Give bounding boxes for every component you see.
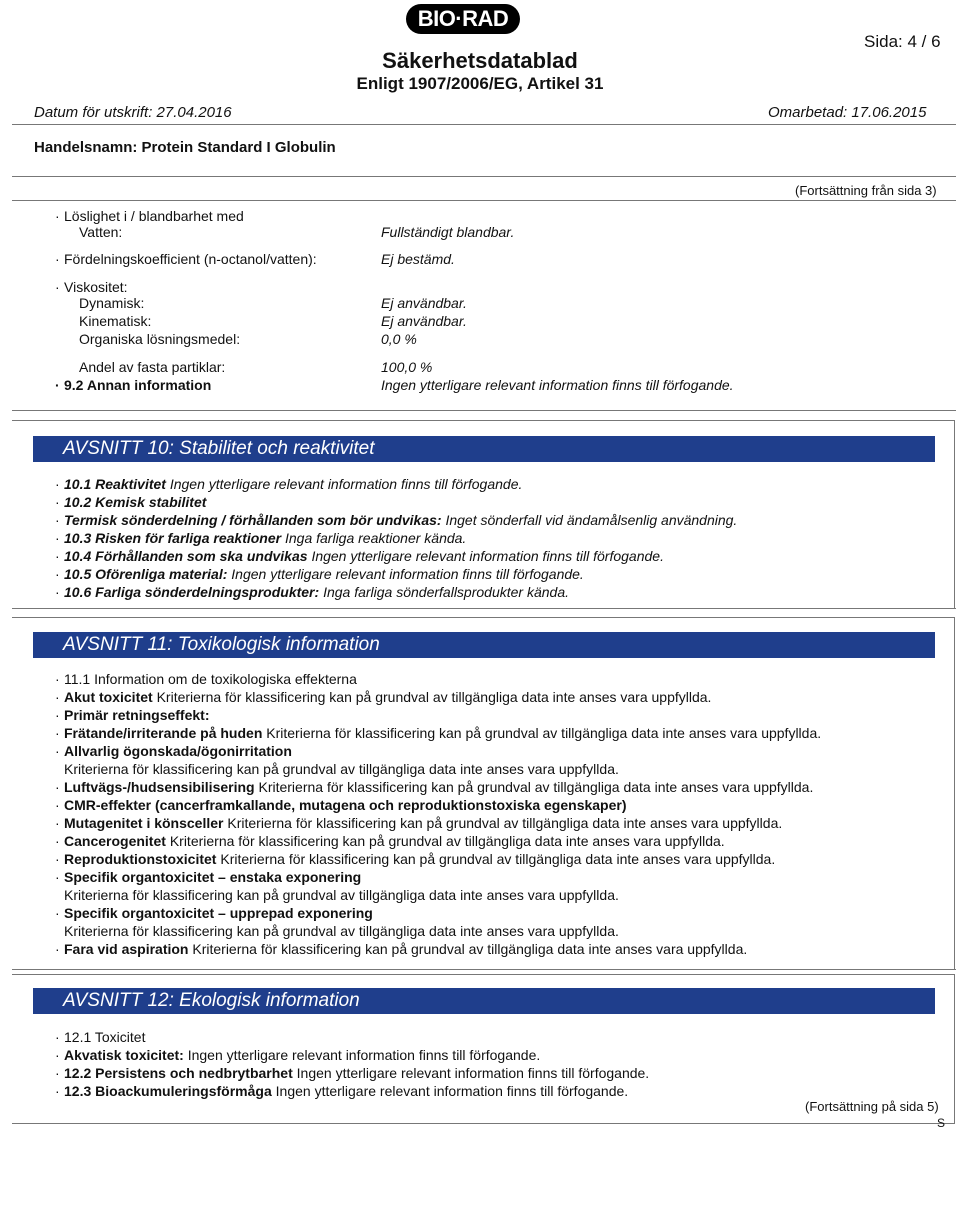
section11-heading: AVSNITT 11: Toxikologisk information bbox=[33, 632, 935, 658]
tox-info-row: · 11.1 Information om de toxikologiska effekterna bbox=[55, 671, 357, 687]
continued-from: (Fortsättning från sida 3) bbox=[795, 183, 937, 198]
partition-label: · Fördelningskoefficient (n-octanol/vatten): bbox=[55, 251, 317, 267]
reactivity-row: · 10.1 Reaktivitet Ingen ytterligare relevant information finns till förfogande. bbox=[55, 476, 523, 492]
stot-repeated-row: · Specifik organtoxicitet – upprepad exponering bbox=[55, 905, 373, 921]
solids-value: 100,0 % bbox=[381, 359, 433, 375]
decomposition-products-row: · 10.6 Farliga sönderdelningsprodukter: Inga farliga sönderfallsprodukter kända. bbox=[55, 584, 569, 600]
kinematic-value: Ej användbar. bbox=[381, 313, 467, 329]
trade-name: Handelsnamn: Protein Standard I Globulin bbox=[34, 139, 336, 156]
water-value: Fullständigt blandbar. bbox=[381, 224, 515, 240]
solvent-label: Organiska lösningsmedel: bbox=[79, 331, 241, 347]
document-title: Säkerhetsdatablad bbox=[382, 48, 578, 73]
page-number: Sida: 4 / 6 bbox=[864, 32, 941, 51]
eye-damage-criteria: Kriterierna för klassificering kan på grundval av tillgängliga data inte anses vara uppfyllda. bbox=[64, 761, 619, 777]
cmr-row: · CMR-effekter (cancerframkallande, mutagena och reproduktionstoxiska egenskaper) bbox=[55, 797, 627, 813]
revised-date: Omarbetad: 17.06.2015 bbox=[768, 104, 927, 121]
acute-toxicity-row: · Akut toxicitet Kriterierna för klassificering kan på grundval av tillgängliga data inte anses vara uppfyllda. bbox=[55, 689, 712, 705]
print-date: Datum för utskrift: 27.04.2016 bbox=[34, 104, 232, 121]
trade-divider bbox=[12, 176, 956, 177]
viscosity-label: · Viskositet: bbox=[55, 279, 128, 295]
section10-bottom bbox=[12, 608, 956, 609]
bio-rad-logo: BIO·RAD bbox=[406, 4, 520, 34]
aspiration-row: · Fara vid aspiration Kriterierna för klassificering kan på grundval av tillgängliga data inte anses vara uppfyllda. bbox=[55, 941, 748, 957]
toxicity-row: · 12.1 Toxicitet bbox=[55, 1029, 146, 1045]
persistence-row: · 12.2 Persistens och nedbrytbarhet Ingen ytterligare relevant information finns till förfogande. bbox=[55, 1065, 650, 1081]
chemical-stability-row: · 10.2 Kemisk stabilitet bbox=[55, 494, 207, 510]
solids-label: Andel av fasta partiklar: bbox=[79, 359, 226, 375]
other-info-label: · 9.2 Annan information bbox=[55, 377, 212, 393]
reproductive-row: · Reproduktionstoxicitet Kriterierna för klassificering kan på grundval av tillgängliga data inte anses vara uppfyllda. bbox=[55, 851, 776, 867]
header-divider bbox=[12, 124, 956, 125]
mutagenicity-row: · Mutagenitet i könsceller Kriterierna för klassificering kan på grundval av tillgängliga data inte anses vara uppfyllda. bbox=[55, 815, 783, 831]
bioaccumulation-row: · 12.3 Bioackumuleringsförmåga Ingen ytterligare relevant information finns till förfogande. bbox=[55, 1083, 629, 1099]
solubility-label: · Löslighet i / blandbarhet med bbox=[55, 208, 244, 224]
document-subtitle: Enligt 1907/2006/EG, Artikel 31 bbox=[356, 74, 604, 93]
section10-heading: AVSNITT 10: Stabilitet och reaktivitet bbox=[33, 436, 935, 462]
aquatic-toxicity-row: · Akvatisk toxicitet: Ingen ytterligare relevant information finns till förfogande. bbox=[55, 1047, 541, 1063]
solvent-value: 0,0 % bbox=[381, 331, 417, 347]
carcinogenicity-row: · Cancerogenitet Kriterierna för klassificering kan på grundval av tillgängliga data inte anses vara uppfyllda. bbox=[55, 833, 725, 849]
section12-heading: AVSNITT 12: Ekologisk information bbox=[33, 988, 935, 1014]
eye-damage-row: · Allvarlig ögonskada/ögonirritation bbox=[55, 743, 292, 759]
hazardous-reactions-row: · 10.3 Risken för farliga reaktioner Inga farliga reaktioner kända. bbox=[55, 530, 467, 546]
incompatible-materials-row: · 10.5 Oförenliga material: Ingen ytterligare relevant information finns till förfogande. bbox=[55, 566, 584, 582]
water-label: Vatten: bbox=[79, 224, 123, 240]
stot-repeated-criteria: Kriterierna för klassificering kan på grundval av tillgängliga data inte anses vara uppfyllda. bbox=[64, 923, 619, 939]
stot-single-row: · Specifik organtoxicitet – enstaka exponering bbox=[55, 869, 362, 885]
continued-on: (Fortsättning på sida 5) bbox=[805, 1099, 939, 1114]
section11-bottom bbox=[12, 969, 956, 970]
stot-single-criteria: Kriterierna för klassificering kan på grundval av tillgängliga data inte anses vara uppfyllda. bbox=[64, 887, 619, 903]
dynamic-label: Dynamisk: bbox=[79, 295, 145, 311]
kinematic-label: Kinematisk: bbox=[79, 313, 152, 329]
primary-effect-row: · Primär retningseffekt: bbox=[55, 707, 210, 723]
partition-value: Ej bestämd. bbox=[381, 251, 455, 267]
dynamic-value: Ej användbar. bbox=[381, 295, 467, 311]
skin-corrosion-row: · Frätande/irriterande på huden Kriterierna för klassificering kan på grundval av tillgängliga data inte anses vara uppfyllda. bbox=[55, 725, 822, 741]
sensitisation-row: · Luftvägs-/hudsensibilisering Kriterierna för klassificering kan på grundval av tillgängliga data inte anses vara uppfyllda. bbox=[55, 779, 814, 795]
conditions-avoid-row: · 10.4 Förhållanden som ska undvikas Ingen ytterligare relevant information finns till förfogande. bbox=[55, 548, 664, 564]
section9-bottom bbox=[12, 410, 956, 411]
thermal-decomposition-row: · Termisk sönderdelning / förhållanden som bör undvikas: Inget sönderfall vid ändamålsenlig användning. bbox=[55, 512, 738, 528]
other-info-value: Ingen ytterligare relevant information finns till förfogande. bbox=[381, 377, 734, 393]
footer-mark: S bbox=[937, 1116, 946, 1130]
